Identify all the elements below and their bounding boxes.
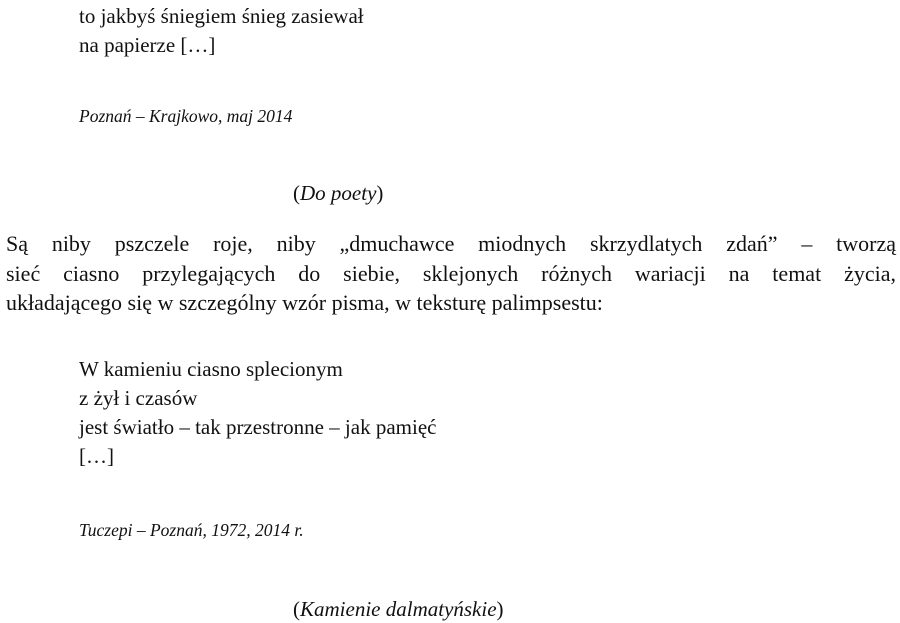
poem-line: jest światło – tak przestronne – jak pamięć — [79, 415, 437, 439]
title-close-paren: ) — [496, 597, 504, 621]
poem-line: na papierze […] — [79, 33, 216, 57]
source-title-1 — [293, 181, 383, 206]
title-open-paren: ( — [293, 597, 300, 621]
poem-line: […] — [79, 444, 114, 468]
paragraph-line: Są niby pszczele roje, niby „dmuchawce miodnych skrzydlatych zdań” – tworzą — [6, 231, 896, 256]
title-name: Kamienie dalmatyńskie — [300, 597, 497, 621]
prose-paragraph — [6, 229, 896, 318]
poem-line: W kamieniu ciasno splecionym — [79, 357, 343, 381]
paragraph-line: układającego się w szczególny wzór pisma, w teksturę palimpsestu: — [6, 290, 603, 315]
place-date-line-1: Poznań – Krajkowo, maj 2014 — [79, 106, 293, 126]
title-name: Do poety — [300, 181, 377, 205]
poem-stanza-1 — [79, 2, 364, 60]
poem-stanza-2 — [79, 355, 436, 471]
poem-line: z żył i czasów — [79, 386, 198, 410]
title-close-paren: ) — [376, 181, 384, 205]
poem-line: to jakbyś śniegiem śnieg zasiewał — [79, 4, 364, 28]
place-date-line-2: Tuczepi – Poznań, 1972, 2014 r. — [79, 520, 304, 540]
title-open-paren: ( — [293, 181, 300, 205]
source-title-2 — [293, 597, 504, 622]
paragraph-line: sieć ciasno przylegających do siebie, sklejonych różnych wariacji na temat życia, — [6, 260, 896, 286]
